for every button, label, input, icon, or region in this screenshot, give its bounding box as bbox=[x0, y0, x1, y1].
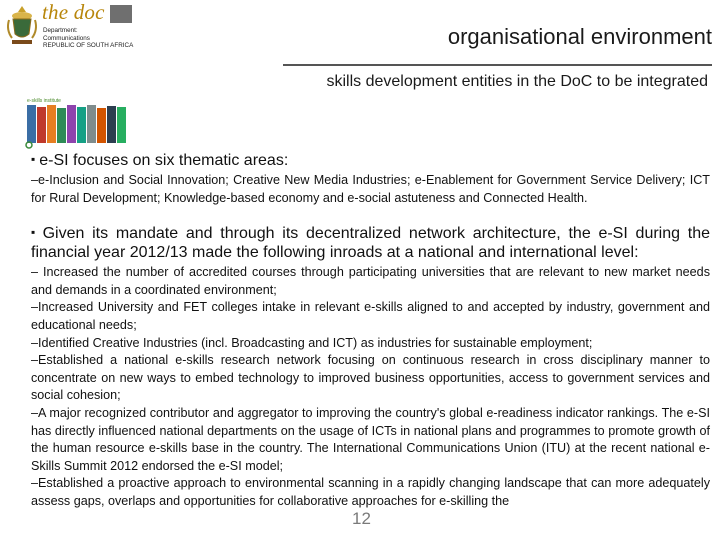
brand-name: the doc bbox=[42, 0, 105, 24]
list-item: –Established a proactive approach to environmental scanning in a rapidly changing landscape that can more adequately assess gaps, overlaps and opportunities for collaborative approaches for e-skilling the bbox=[31, 476, 710, 508]
page-subtitle: skills development entities in the DoC to be integrated bbox=[326, 73, 708, 90]
page-title: organisational environment bbox=[447, 24, 712, 49]
bullet-heading-2: ▪ Given its mandate and through its decentralized network architecture, the e-SI during the financial year 2012/13 made the following inroads at a national and international level: bbox=[31, 225, 711, 262]
list-item: –Increased University and FET colleges intake in relevant e-skills aligned to and accepted by industry, government and educational needs; bbox=[31, 300, 710, 332]
page-number: 12 bbox=[352, 509, 371, 528]
coat-of-arms-icon bbox=[4, 4, 40, 48]
content-body bbox=[31, 150, 710, 511]
e-skills-institute-logo bbox=[25, 95, 131, 150]
list-item: –A major recognized contributor and aggregator to improving the country's global e-readiness indicator rankings. The e-SI has directly influenced national departments on the usage of ICTs in national plans and programmes to promote growth of the human resource e-skills base in the country. The International Communications Union (ITU) at the recent national e-Skills Summit 2012 endorsed the e-SI model; bbox=[31, 405, 710, 473]
list-item: –Identified Creative Industries (incl. Broadcasting and ICT) as industries for sustainable employment; bbox=[31, 335, 593, 350]
list-item: – Increased the number of accredited courses through participating universities that are relevant to new market needs and demands in a coordinated environment; bbox=[31, 265, 710, 297]
thematic-areas-text: –e-Inclusion and Social Innovation; Creative New Media Industries; e-Enablement for Government Service Delivery; ICT for Rural Development; Knowledge-based economy and e-social astuteness and Connected Health. bbox=[31, 173, 710, 205]
logo-mark bbox=[110, 5, 132, 23]
list-item: –Established a national e-skills research network focusing on continuous research in cross disciplinary manner to concentrate on new ways to embed technology to improved business opportunities, access to government services and social cohesion; bbox=[31, 353, 710, 403]
doc-logo bbox=[0, 0, 135, 56]
bullet-heading-1: ▪ e-SI focuses on six thematic areas: bbox=[31, 152, 289, 169]
title-divider bbox=[283, 64, 712, 66]
svg-text:e-skills institute: e-skills institute bbox=[27, 98, 61, 104]
brand-subtitle: Department: Communications REPUBLIC OF SOUTH AFRICA bbox=[43, 27, 134, 50]
